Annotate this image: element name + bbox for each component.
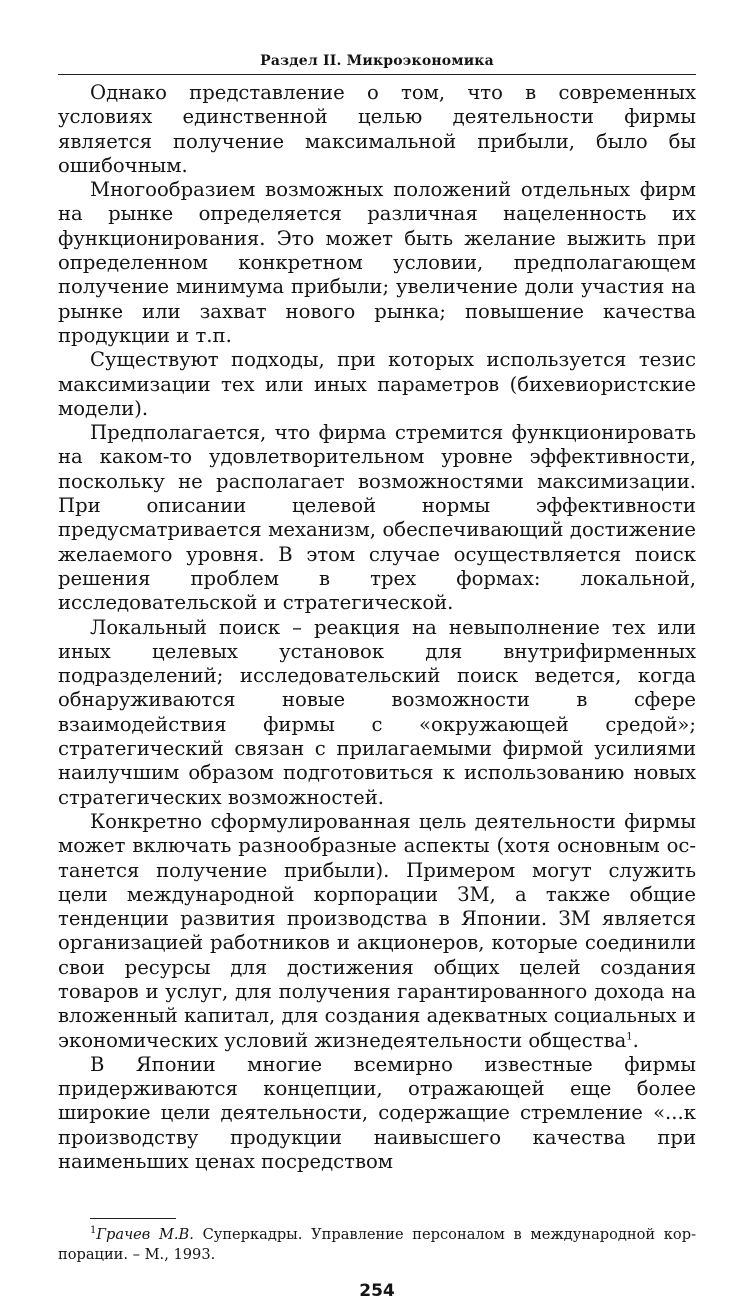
paragraph-4: Предполагается, что фирма стремится функционировать на каком-то удовлетворительном уровне эффективности, поскольку не располагает возможностями максимизации. При описании целевой нормы эффективности предусматривается механизм, обеспечивающий достижение желаемого уровня. В этом случае осуществляется поиск решения проблем в трех формах: локальной, исследовательской и стратегической. bbox=[58, 421, 696, 615]
running-head: Раздел II. Микроэкономика bbox=[260, 53, 494, 69]
paragraph-7: В Японии многие всемирно известные фирмы придерживаются концепции, отражающей еще более широкие цели деятельности, содержащие стремление «...к производству продукции наивысшего качества при наименьших ценах посредством bbox=[58, 1052, 696, 1174]
footnote-text: Суперкадры. Управление персоналом в международной корпорации. – М., 1993. bbox=[58, 1226, 696, 1264]
footnote bbox=[58, 1225, 696, 1265]
footnote-rule bbox=[90, 1218, 176, 1219]
footnote-reference[interactable]: 1 bbox=[626, 1031, 633, 1043]
paragraph-6: Конкретно сформулированная цель деятельности фирмы может включать разнообразные аспекты (хотя основным останется получение прибыли). Примером могут служить цели международной корпорации ЗМ, а также общие тенденции развития производства в Японии. ЗМ является организацией работников и акционеров, которые соединили свои ресурсы для достижения общих целей создания товаров и услуг, для получения гарантированного дохода на вложенный капитал, для создания адекватных социальных и экономических условий жизнедеятельности общества$^1$. bbox=[58, 809, 696, 1052]
paragraph-5: Локальный поиск – реакция на невыполнение тех или иных целевых установок для внутрифирменных подразделений; исследовательский поиск ведется, когда обнаруживаются новые возможности в сфере взаимодействия фирмы с «окружающей средой»; стратегический связан с прилагаемыми фирмой усилиями наилучшим образом подготовиться к использованию новых стратегических возможностей. bbox=[58, 615, 696, 809]
paragraph-1: Однако представление о том, что в современных условиях единственной целью деятельности фирмы является получение максимальной прибыли, было бы ошибочным. bbox=[58, 81, 696, 177]
book-page bbox=[58, 50, 696, 1301]
footnote-marker: 1 bbox=[90, 1225, 97, 1237]
paragraph-3: Существуют подходы, при которых используется тезис максимизации тех или иных параметров (бихевиористские модели). bbox=[58, 348, 696, 420]
header-rule bbox=[58, 74, 696, 75]
paragraph-2: Многообразием возможных положений отдельных фирм на рынке определяется различная нацеленность их функционирования. Это может быть желание выжить при определенном конкретном условии, предполагающем получение минимума прибыли; увеличение доли участия на рынке или захват нового рынка; повышение качества продукции и т.п. bbox=[58, 178, 696, 347]
paragraph-6-text: Конкретно сформулированная цель деятельности фирмы может включать разнообразные аспекты (хотя основным останется получение прибыли). Примером могут служить цели международной корпорации ЗМ, а также общие тенденции развития производства в Японии. ЗМ является организацией работников и акционеров, которые соединили свои ресурсы для достижения общих целей создания товаров и услуг, для получения гарантированного дохода на вложенный капитал, для создания адекватных социальных и экономических условий жизнедеятельности общества bbox=[58, 809, 696, 1052]
main-text bbox=[58, 81, 696, 1174]
page-number: 254 bbox=[359, 1281, 395, 1301]
footnote-author: Грачев М.В. bbox=[96, 1226, 194, 1244]
